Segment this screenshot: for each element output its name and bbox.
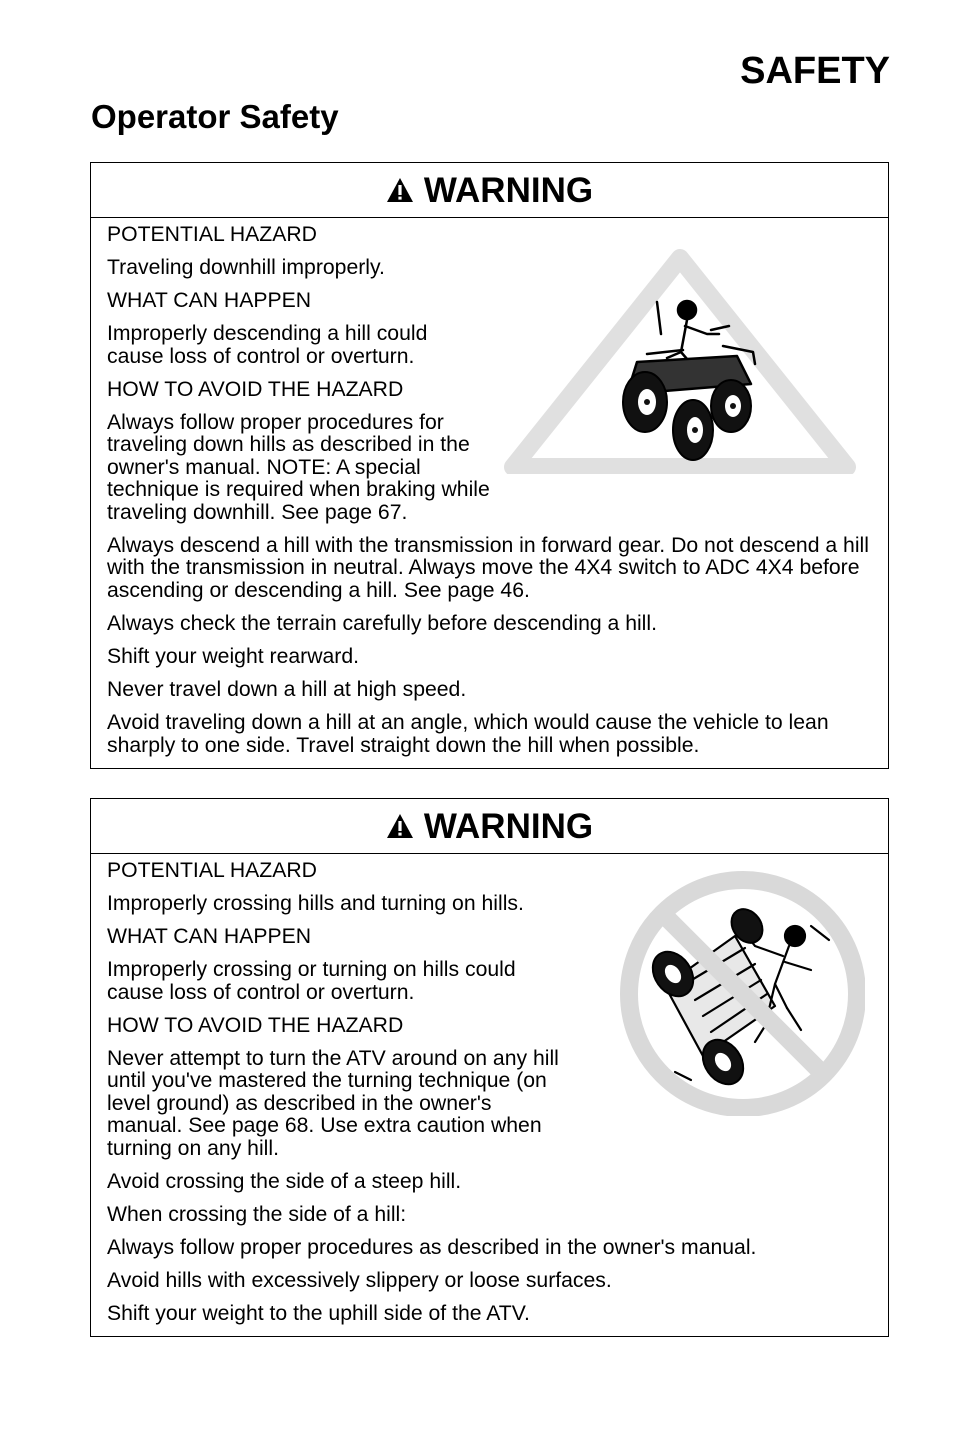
warning-paragraph: Avoid crossing the side of a steep hill.: [107, 1169, 462, 1193]
warning-paragraph: Improperly crossing or turning on hills could cause loss of control or overturn.: [107, 957, 516, 1004]
alert-triangle-icon: [386, 813, 414, 839]
warning-header: [91, 163, 888, 218]
warning-header: [91, 799, 888, 854]
warning-paragraph: WHAT CAN HAPPEN: [107, 288, 312, 312]
warning-body: [91, 854, 888, 1325]
warning-paragraph: Never attempt to turn the ATV around on any hill until you've mastered the turning technique (on level ground) as described in the owner's manual. See page 68. Use extra caution when turning on any hill.: [107, 1046, 559, 1160]
warning-paragraph: Improperly crossing hills and turning on hills.: [107, 891, 524, 915]
alert-triangle-icon: [386, 177, 414, 203]
warning-paragraph: When crossing the side of a hill:: [107, 1202, 407, 1226]
warning-paragraph: Avoid traveling down a hill at an angle, which would cause the vehicle to lean sharply to one side. Travel straight down the hill when possible.: [107, 711, 829, 757]
warning-paragraph: Always follow proper procedures for traveling down hills as described in the owner's manual. NOTE: A special technique is required when braking while traveling downhill. See page 67.: [107, 410, 490, 524]
atv-downhill-illustration: [497, 234, 867, 474]
warning-paragraph: HOW TO AVOID THE HAZARD: [107, 1013, 404, 1037]
atv-overturn-prohibited-illustration: [615, 866, 865, 1116]
warning-paragraph: Traveling downhill improperly.: [107, 255, 385, 279]
warning-paragraph: POTENTIAL HAZARD: [107, 859, 317, 882]
warning-box-crossing-hills: [90, 798, 889, 1337]
warning-paragraph: Always follow proper procedures as described in the owner's manual.: [107, 1235, 757, 1259]
section-header: SAFETY: [740, 50, 890, 92]
warning-paragraph: Shift your weight to the uphill side of the ATV.: [107, 1301, 530, 1325]
warning-paragraph: HOW TO AVOID THE HAZARD: [107, 377, 404, 401]
warning-paragraph: Improperly descending a hill could cause loss of control or overturn.: [107, 321, 428, 368]
warning-paragraph: Shift your weight rearward.: [107, 645, 360, 669]
warning-paragraph: Never travel down a hill at high speed.: [107, 678, 467, 702]
warning-paragraph: WHAT CAN HAPPEN: [107, 924, 312, 948]
page-title: Operator Safety: [91, 98, 339, 135]
warning-paragraph: Avoid hills with excessively slippery or loose surfaces.: [107, 1268, 612, 1292]
warning-body: [91, 218, 888, 757]
warning-label: WARNING: [423, 806, 594, 846]
warning-paragraph: POTENTIAL HAZARD: [107, 223, 317, 246]
warning-box-downhill: [90, 162, 889, 769]
warning-paragraph: Always descend a hill with the transmission in forward gear. Do not descend a hill with the transmission in neutral. Always move the 4X4 switch to ADC 4X4 before ascending or descending a hill. See page 46.: [107, 533, 869, 603]
warning-label: WARNING: [423, 170, 594, 210]
warning-paragraph: Always check the terrain carefully before descending a hill.: [107, 612, 657, 636]
